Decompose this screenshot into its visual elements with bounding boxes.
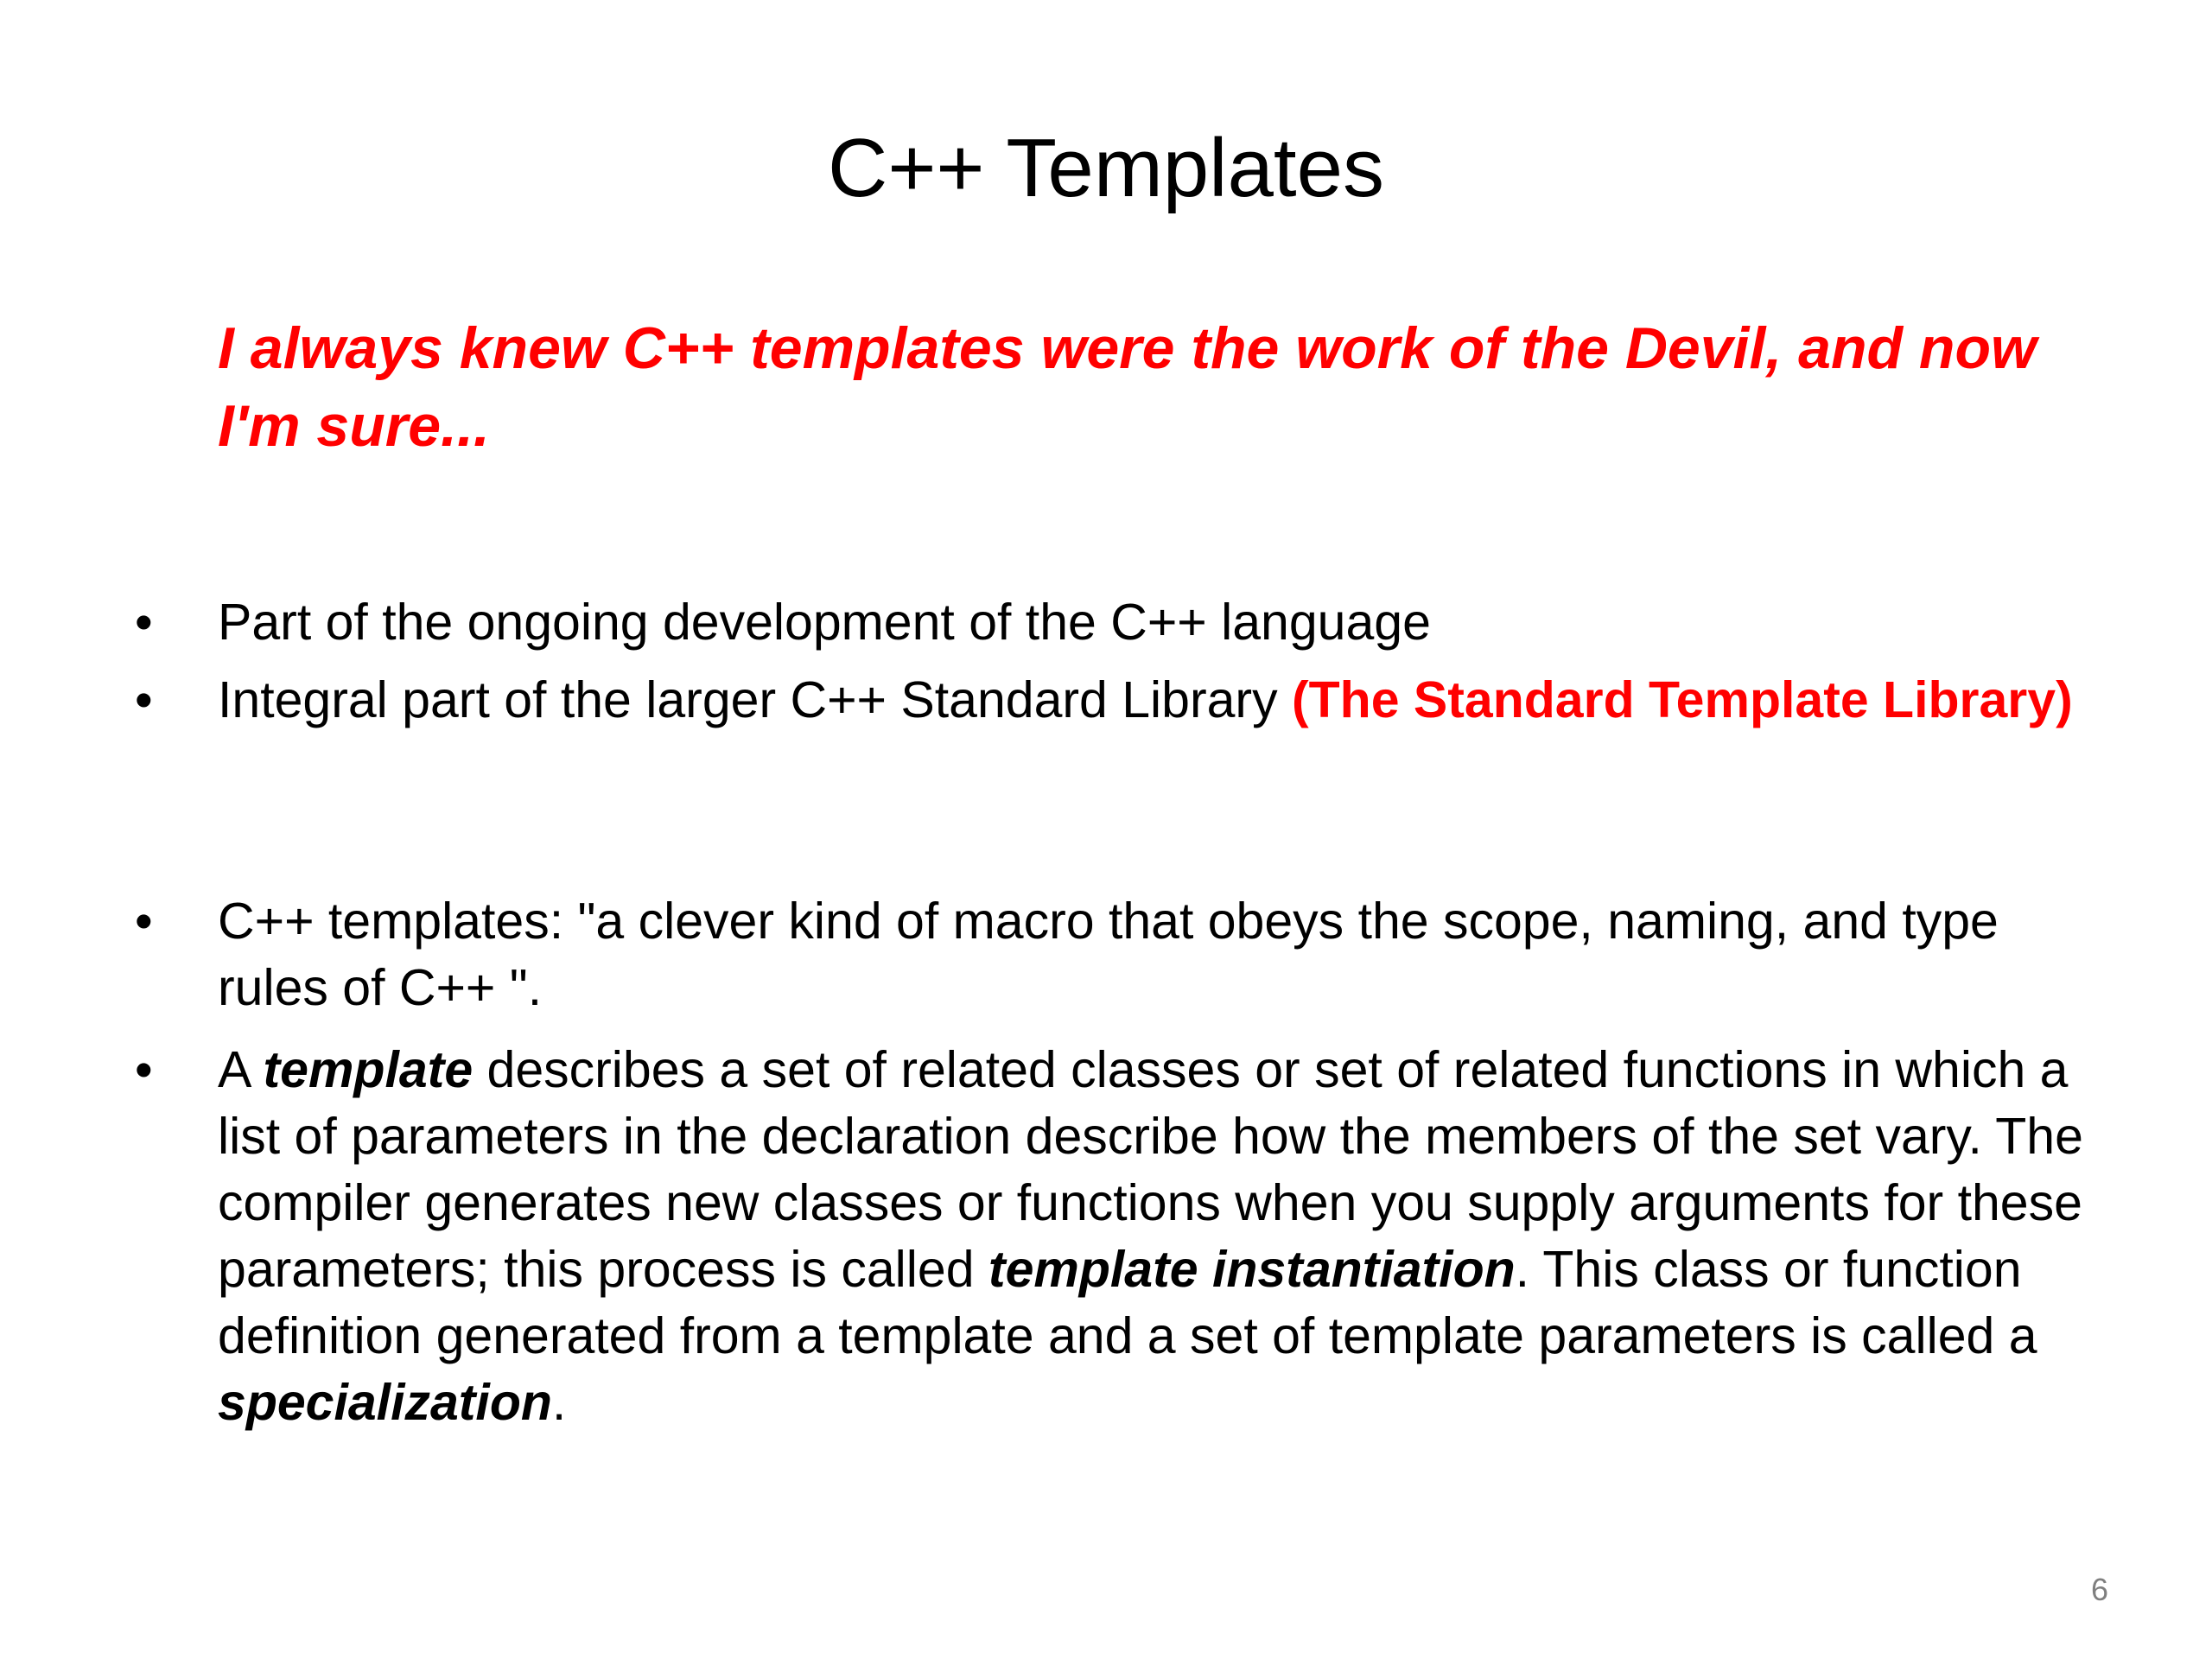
bullet-marker: • xyxy=(135,1041,153,1098)
bullet-item-2 xyxy=(135,667,2119,734)
bullet-marker: • xyxy=(135,893,153,950)
bullet-text-part-1: A xyxy=(218,1041,264,1098)
bullet-text: Part of the ongoing development of the C++ language xyxy=(218,594,1431,651)
bullet-text-part-3: . This class or function definition generated from a template and a set of template parameters is called a xyxy=(218,1241,2037,1364)
bullet-item-3 xyxy=(135,888,2119,1021)
bullet-text: C++ templates: "a clever kind of macro that obeys the scope, naming, and type rules of C++ ". xyxy=(218,893,1999,1016)
term-template: template xyxy=(263,1041,474,1098)
bullet-marker: • xyxy=(135,594,153,651)
stl-highlight: (The Standard Template Library) xyxy=(1291,671,2073,728)
term-specialization: specialization xyxy=(218,1374,552,1431)
devil-quote: I always knew C++ templates were the work of the Devil, and now I'm sure... xyxy=(218,315,2037,459)
bullet-marker: • xyxy=(135,671,153,728)
term-template-instantiation: template instantiation xyxy=(988,1241,1516,1298)
slide-title: C++ Templates xyxy=(828,122,1384,214)
bullet-text-part-4: . xyxy=(551,1374,567,1431)
bullet-text: Integral part of the larger C++ Standard Library xyxy=(218,671,1292,728)
bullet-item-1 xyxy=(135,589,2119,656)
page-number: 6 xyxy=(2090,1572,2108,1607)
bullet-item-4 xyxy=(135,1037,2119,1436)
bullet-text-part-2: describes a set of related classes or set of related functions in which a list of parameters in the declaration describe how the members of the set vary. The compiler generates new classes or functions when you supply arguments for these parameters; this process is called xyxy=(218,1041,2083,1298)
